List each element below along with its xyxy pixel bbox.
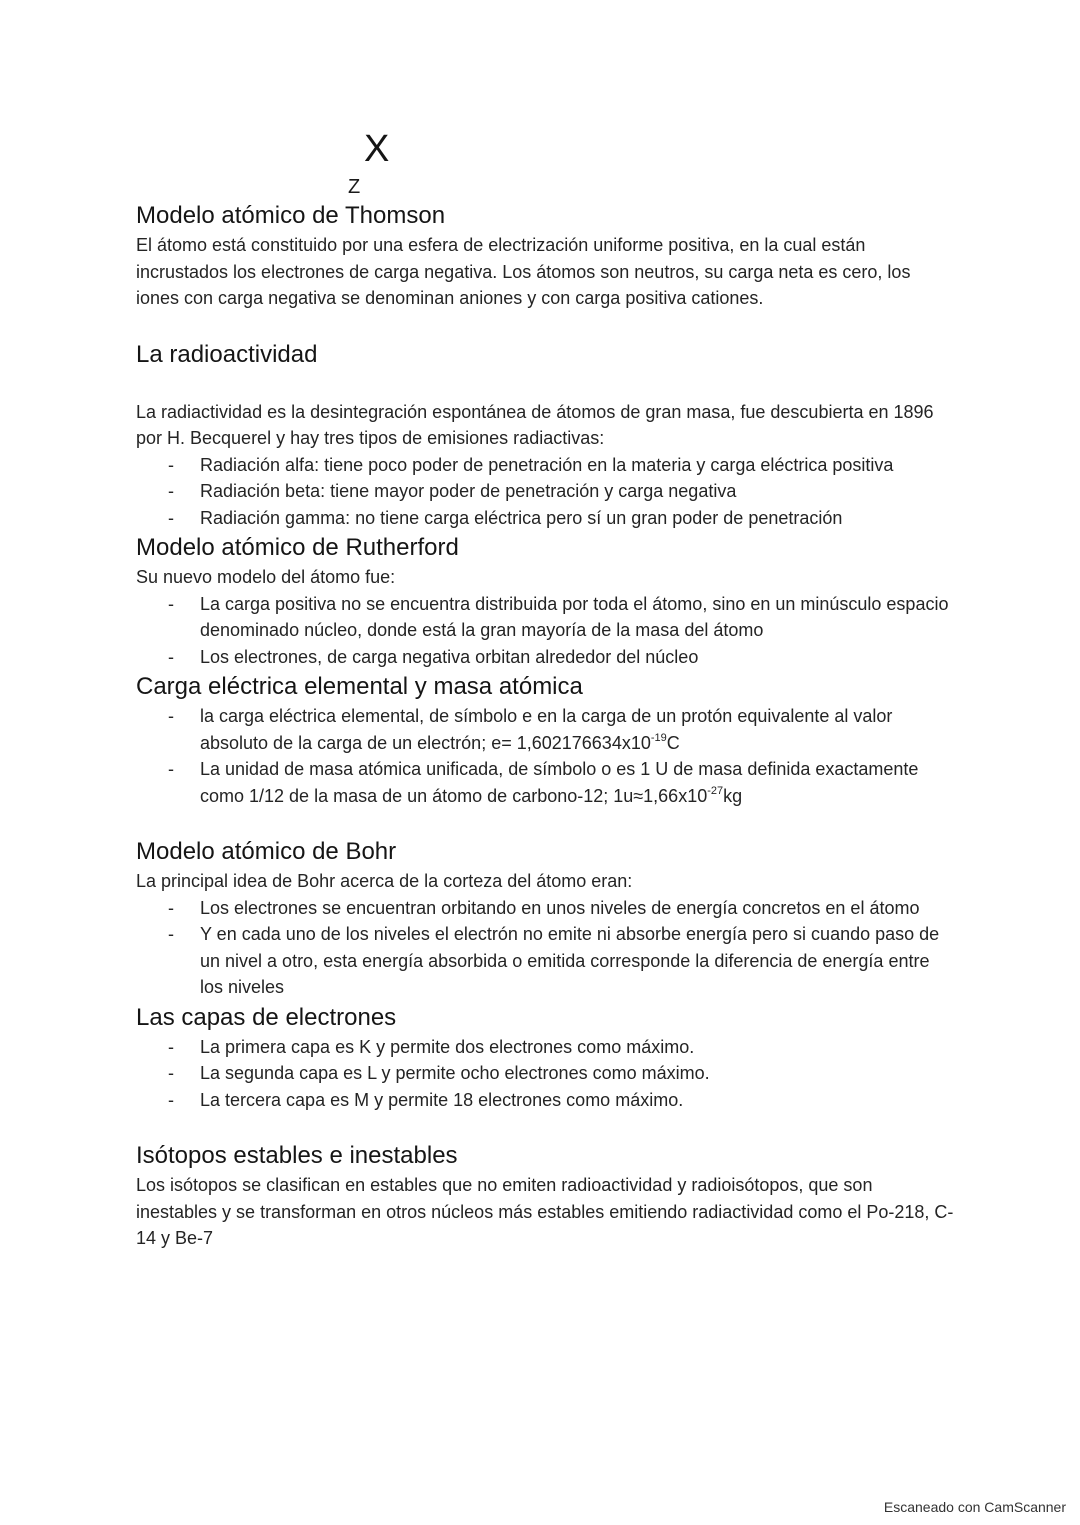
heading-carga: Carga eléctrica elemental y masa atómica [136,673,583,700]
list-item: - Radiación beta: tiene mayor poder de penetración y carga negativa [136,478,956,505]
list-capas [136,1034,956,1114]
list-item: - La primera capa es K y permite dos electrones como máximo. [136,1034,956,1061]
atomic-mass-text: La unidad de masa atómica unificada, de símbolo o es 1 U de masa definida exactamente como 1/12 de la masa de un átomo de carbono-12; 1u≈1,66x10 [200,759,919,806]
document-body [136,200,956,1252]
paragraph-radioactividad: La radiactividad es la desintegración espontánea de átomos de gran masa, fue descubierta en 1896 por H. Becquerel y hay tres tipos de emisiones radiactivas: [136,401,934,448]
heading-radioactividad: La radioactividad [136,340,318,368]
list-item [136,703,956,756]
list-item: - La tercera capa es M y permite 18 electrones como máximo. [136,1087,956,1114]
list-carga [136,703,956,809]
heading-rutherford: Modelo atómico de Rutherford [136,534,459,561]
section-capas [136,1002,956,1114]
section-thomson [136,200,956,312]
section-radioactividad [136,339,956,532]
paragraph-thomson: El átomo está constituido por una esfera de electrización uniforme positiva, en la cual están incrustados los electrones de carga negativa. Los átomos son neutros, su carga neta es cero, los iones con carga negativa se denominan aniones y con carga positiva cationes. [136,235,911,308]
heading-bohr: Modelo atómico de Bohr [136,838,397,865]
section-rutherford [136,532,956,670]
list-item: - La segunda capa es L y permite ocho electrones como máximo. [136,1060,956,1087]
section-isotopos [136,1140,956,1252]
elemental-charge-exponent: -19 [650,731,667,744]
atomic-mass-unit: kg [723,785,743,806]
element-symbol: X [364,128,390,170]
list-item: - Los electrones, de carga negativa orbitan alrededor del núcleo [136,644,956,671]
scanner-watermark: Escaneado con CamScanner [883,1499,1066,1515]
paragraph-rutherford: Su nuevo modelo del átomo fue: [136,567,396,587]
list-item: - La carga positiva no se encuentra distribuida por toda el átomo, sino en un minúsculo espacio denominado núcleo, donde está la gran mayoría de la masa del átomo [136,591,956,644]
heading-thomson: Modelo atómico de Thomson [136,202,446,229]
elemental-charge-unit: C [666,732,680,753]
elemental-charge-text: la carga eléctrica elemental, de símbolo e en la carga de un protón equivalente al valor absoluto de la carga de un electrón; e= 1,602176634x10 [200,706,893,753]
list-item: - Y en cada uno de los niveles el electrón no emite ni absorbe energía pero si cuando paso de un nivel a otro, esta energía absorbida o emitida corresponde la diferencia de energía entre los niveles [136,921,956,1001]
list-bohr [136,895,956,1001]
atomic-mass-exponent: -27 [707,784,724,797]
paragraph-bohr: La principal idea de Bohr acerca de la corteza del átomo eran: [136,871,633,891]
section-bohr [136,836,956,1001]
heading-isotopos: Isótopos estables e inestables [136,1142,458,1169]
section-carga [136,671,956,809]
list-radiation-types [136,452,956,532]
list-rutherford [136,591,956,671]
list-item [136,756,956,809]
atomic-number-label: Z [348,176,361,198]
list-item: - Radiación alfa: tiene poco poder de penetración en la materia y carga eléctrica positiva [136,452,956,479]
heading-capas: Las capas de electrones [136,1003,397,1031]
paragraph-isotopos: Los isótopos se clasifican en estables que no emiten radioactividad y radioisótopos, que son inestables y se transforman en otros núcleos más estables emitiendo radiactividad como el Po-218, C-14 y Be-7 [136,1175,954,1248]
list-item: - Los electrones se encuentran orbitando en unos niveles de energía concretos en el átomo [136,895,956,922]
list-item: - Radiación gamma: no tiene carga eléctrica pero sí un gran poder de penetración [136,505,956,532]
